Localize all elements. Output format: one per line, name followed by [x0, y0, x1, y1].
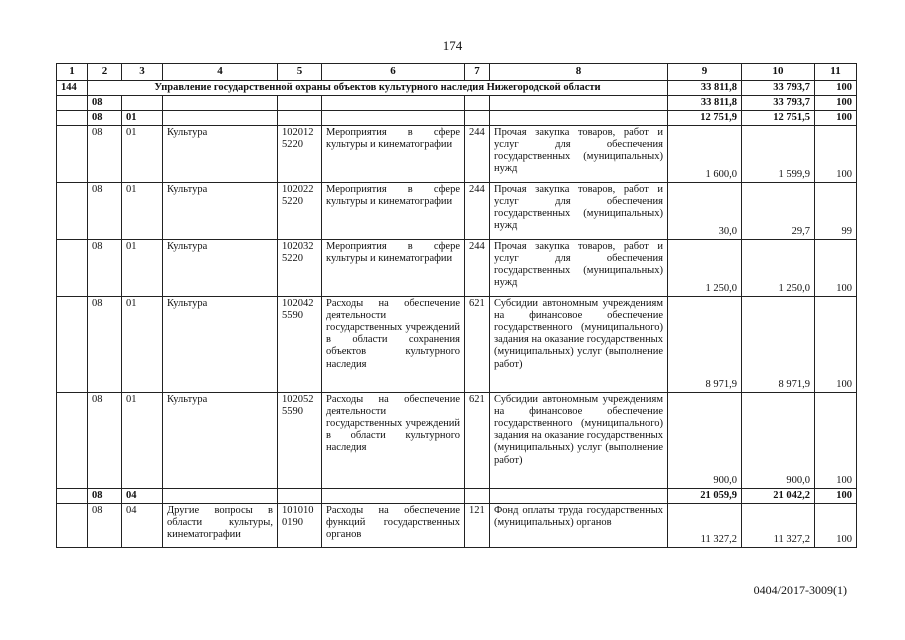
section-name: Культура: [163, 393, 278, 489]
actual-value: 1 599,9: [742, 126, 815, 183]
table-row: [57, 504, 857, 548]
plan-value: 8 971,9: [668, 297, 742, 393]
percent-value: 100: [815, 96, 857, 111]
subsection-code: 01: [122, 240, 163, 297]
column-header: 8: [490, 64, 668, 81]
expense-type: 621: [465, 297, 490, 393]
section-code: 08: [88, 297, 122, 393]
percent-value: 100: [815, 393, 857, 489]
plan-value: 33 811,8: [668, 81, 742, 96]
percent-value: 100: [815, 126, 857, 183]
target-article: 102052 5590: [278, 393, 322, 489]
article-name: Мероприятия в сфере культуры и кинематографии: [322, 183, 465, 240]
column-header: 10: [742, 64, 815, 81]
actual-value: 1 250,0: [742, 240, 815, 297]
article-name: Мероприятия в сфере культуры и кинематографии: [322, 240, 465, 297]
table-row: [57, 126, 857, 183]
subsection-code: 04: [122, 489, 163, 504]
actual-value: 21 042,2: [742, 489, 815, 504]
percent-value: 99: [815, 183, 857, 240]
column-header: 5: [278, 64, 322, 81]
actual-value: 33 793,7: [742, 96, 815, 111]
actual-value: 33 793,7: [742, 81, 815, 96]
column-number-row: [57, 64, 857, 81]
target-article: 101010 0190: [278, 504, 322, 548]
column-header: 4: [163, 64, 278, 81]
expense-type-name: Прочая закупка товаров, работ и услуг для обеспечения государственных (муниципальных) нужд: [490, 183, 668, 240]
plan-value: 900,0: [668, 393, 742, 489]
percent-value: 100: [815, 240, 857, 297]
section-name: Другие вопросы в области культуры, кинематографии: [163, 504, 278, 548]
subsection-code: 01: [122, 393, 163, 489]
section-name: Культура: [163, 297, 278, 393]
percent-value: 100: [815, 504, 857, 548]
plan-value: 11 327,2: [668, 504, 742, 548]
plan-value: 30,0: [668, 183, 742, 240]
article-name: Мероприятия в сфере культуры и кинематографии: [322, 126, 465, 183]
actual-value: 900,0: [742, 393, 815, 489]
percent-value: 100: [815, 297, 857, 393]
agency-title: Управление государственной охраны объектов культурного наследия Нижегородской области: [88, 81, 668, 96]
section-code: 08: [88, 240, 122, 297]
actual-value: 8 971,9: [742, 297, 815, 393]
column-header: 7: [465, 64, 490, 81]
column-header: 1: [57, 64, 88, 81]
agency-code: 144: [57, 81, 88, 96]
subsection-row: [57, 489, 857, 504]
section-name: Культура: [163, 183, 278, 240]
expense-type: 244: [465, 240, 490, 297]
subsection-code: 04: [122, 504, 163, 548]
table-row: [57, 393, 857, 489]
expense-type: 244: [465, 183, 490, 240]
column-header: 11: [815, 64, 857, 81]
section-row: [57, 96, 857, 111]
article-name: Расходы на обеспечение деятельности государственных учреждений в области сохранения объектов культурного наследия: [322, 297, 465, 393]
article-name: Расходы на обеспечение деятельности государственных учреждений в области культурного наследия: [322, 393, 465, 489]
section-code: 08: [88, 183, 122, 240]
budget-table: [56, 63, 857, 548]
plan-value: 1 600,0: [668, 126, 742, 183]
target-article: 102042 5590: [278, 297, 322, 393]
section-name: Культура: [163, 240, 278, 297]
section-code: 08: [88, 489, 122, 504]
section-code: 08: [88, 96, 122, 111]
table-row: [57, 183, 857, 240]
subsection-code: 01: [122, 183, 163, 240]
plan-value: 33 811,8: [668, 96, 742, 111]
percent-value: 100: [815, 111, 857, 126]
expense-type: 621: [465, 393, 490, 489]
percent-value: 100: [815, 81, 857, 96]
plan-value: 21 059,9: [668, 489, 742, 504]
expense-type-name: Фонд оплаты труда государственных (муниципальных) органов: [490, 504, 668, 548]
page-number: 174: [442, 38, 463, 53]
target-article: 102022 5220: [278, 183, 322, 240]
target-article: 102012 5220: [278, 126, 322, 183]
section-code: 08: [88, 111, 122, 126]
target-article: 102032 5220: [278, 240, 322, 297]
column-header: 2: [88, 64, 122, 81]
subsection-code: 01: [122, 126, 163, 183]
column-header: 6: [322, 64, 465, 81]
column-header: 3: [122, 64, 163, 81]
expense-type: 244: [465, 126, 490, 183]
expense-type-name: Субсидии автономным учреждениям на финансовое обеспечение государственного (муниципального) задания на оказание государственных (муниципальных) услуг (выполнение работ): [490, 393, 668, 489]
section-code: 08: [88, 393, 122, 489]
document-code: 0404/2017-3009(1): [753, 583, 847, 597]
agency-row: [57, 81, 857, 96]
section-code: 08: [88, 126, 122, 183]
percent-value: 100: [815, 489, 857, 504]
actual-value: 11 327,2: [742, 504, 815, 548]
article-name: Расходы на обеспечение функций государственных органов: [322, 504, 465, 548]
expense-type-name: Прочая закупка товаров, работ и услуг для обеспечения государственных (муниципальных) нужд: [490, 126, 668, 183]
table-row: [57, 297, 857, 393]
actual-value: 12 751,5: [742, 111, 815, 126]
column-header: 9: [668, 64, 742, 81]
plan-value: 1 250,0: [668, 240, 742, 297]
subsection-code: 01: [122, 111, 163, 126]
plan-value: 12 751,9: [668, 111, 742, 126]
expense-type: 121: [465, 504, 490, 548]
subsection-code: 01: [122, 297, 163, 393]
actual-value: 29,7: [742, 183, 815, 240]
section-name: Культура: [163, 126, 278, 183]
section-code: 08: [88, 504, 122, 548]
subsection-row: [57, 111, 857, 126]
expense-type-name: Прочая закупка товаров, работ и услуг для обеспечения государственных (муниципальных) нужд: [490, 240, 668, 297]
table-row: [57, 240, 857, 297]
expense-type-name: Субсидии автономным учреждениям на финансовое обеспечение государственного (муниципального) задания на оказание государственных (муниципальных) услуг (выполнение работ): [490, 297, 668, 393]
